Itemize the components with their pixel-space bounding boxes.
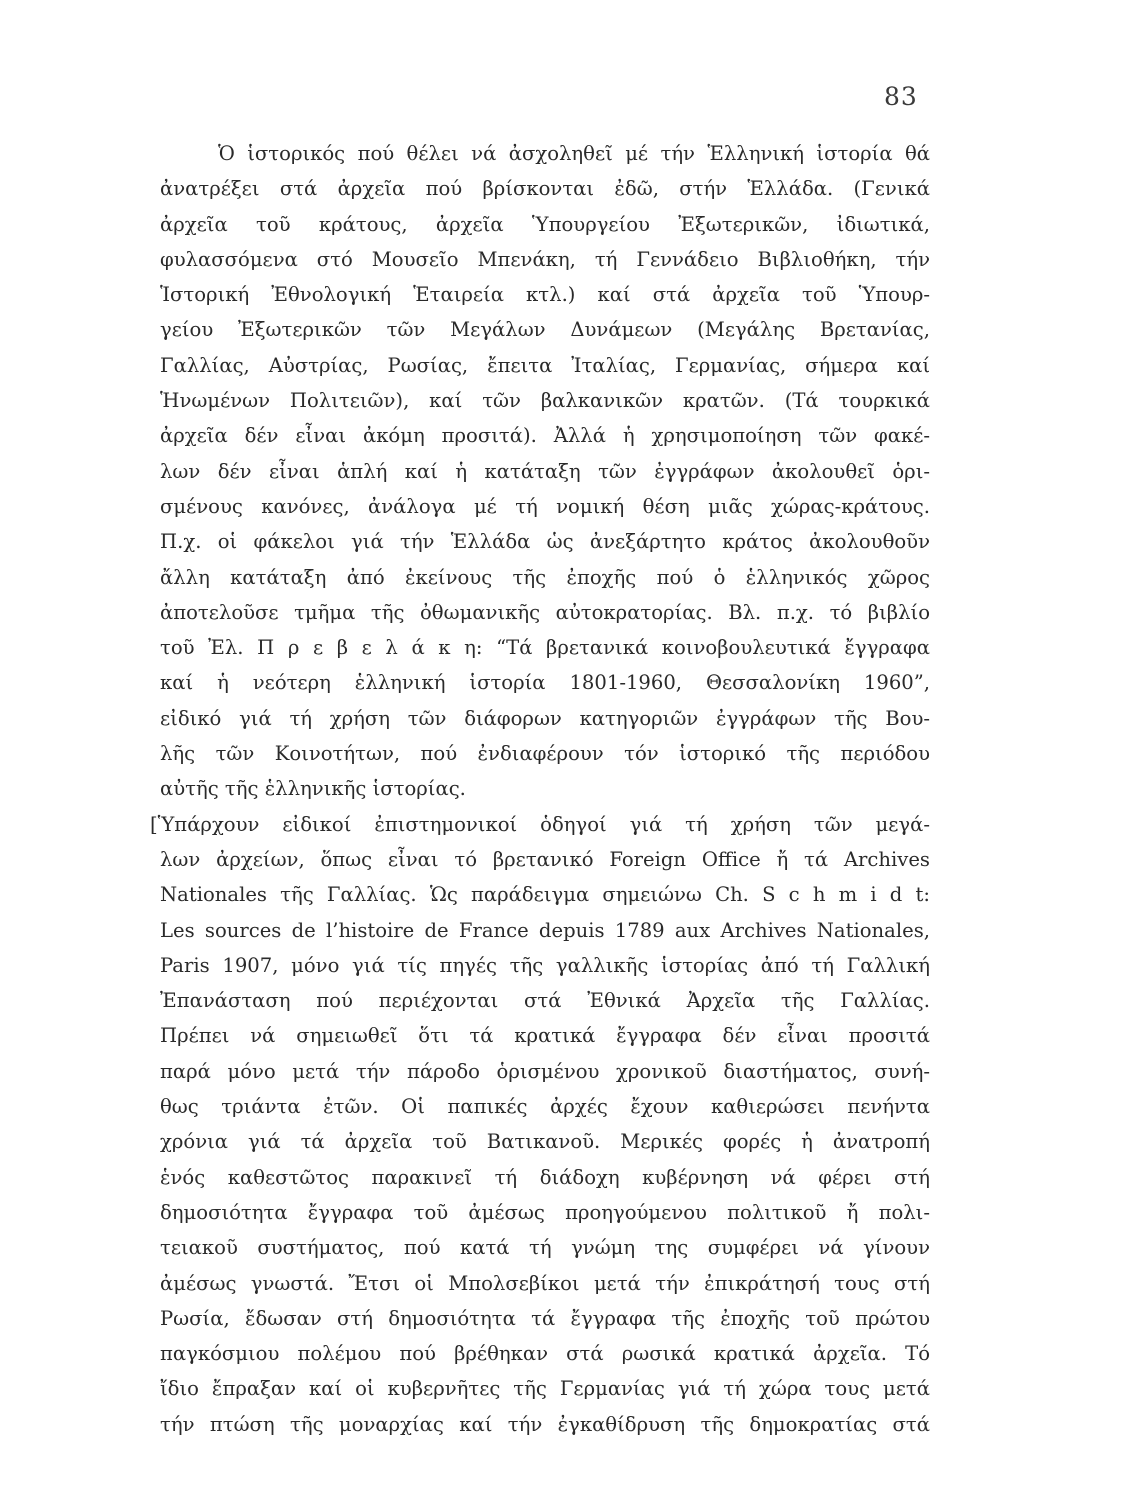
- text-line: ἀνατρέξει στά ἀρχεῖα πού βρίσκονται ἐδῶ, στήν Ἑλλάδα. (Γενικά: [160, 177, 930, 201]
- text-line: Ἡνωμένων Πολιτειῶν), καί τῶν βαλκανικῶν κρατῶν. (Τά τουρκικά: [160, 389, 930, 413]
- text-line: Paris 1907, μόνο γιά τίς πηγές τῆς γαλλικῆς ἱστορίας ἀπό τή Γαλλική: [160, 953, 930, 977]
- text-line: γείου Ἐξωτερικῶν τῶν Μεγάλων Δυνάμεων (Μεγάλης Βρετανίας,: [160, 318, 930, 342]
- body-text: [150, 136, 930, 1442]
- text-line: Π.χ. οἱ φάκελοι γιά τήν Ἑλλάδα ὡς ἀνεξάρτητο κράτος ἀκολουθοῦν: [160, 530, 930, 554]
- text-line: Γαλλίας, Αὐστρίας, Ρωσίας, ἔπειτα Ἰταλίας, Γερμανίας, σήμερα καί: [160, 353, 930, 377]
- text-line: ἄλλη κατάταξη ἀπό ἐκείνους τῆς ἐποχῆς πού ὁ ἑλληνικός χῶρος: [160, 565, 930, 589]
- text-line: παρά μόνο μετά τήν πάροδο ὁρισμένου χρονικοῦ διαστήματος, συνή-: [160, 1059, 930, 1083]
- text-line: ἀρχεῖα δέν εἶναι ἀκόμη προσιτά). Ἀλλά ἡ χρησιμοποίηση τῶν φακέ-: [160, 424, 930, 448]
- text-line: χρόνια γιά τά ἀρχεῖα τοῦ Βατικανοῦ. Μερικές φορές ἡ ἀνατροπή: [160, 1130, 930, 1154]
- text-line: ἀποτελοῦσε τμῆμα τῆς ὀθωμανικῆς αὐτοκρατορίας. Βλ. π.χ. τό βιβλίο: [160, 600, 930, 624]
- text-line: σμένους κανόνες, ἀνάλογα μέ τή νομική θέση μιᾶς χώρας-κράτους.: [160, 494, 930, 518]
- text-line: Ρωσία, ἔδωσαν στή δημοσιότητα τά ἔγγραφα τῆς ἐποχῆς τοῦ πρώτου: [160, 1306, 930, 1330]
- text-line: αὐτῆς τῆς ἑλληνικῆς ἱστορίας.: [160, 777, 466, 801]
- text-line: Πρέπει νά σημειωθεῖ ὅτι τά κρατικά ἔγγραφα δέν εἶναι προσιτά: [160, 1024, 930, 1048]
- text-line: θως τριάντα ἐτῶν. Οἱ παπικές ἀρχές ἔχουν καθιερώσει πενήντα: [160, 1095, 930, 1119]
- paragraph-1: [160, 136, 930, 807]
- text-line: ἴδιο ἔπραξαν καί οἱ κυβερνῆτες τῆς Γερμανίας γιά τή χώρα τους μετά: [160, 1377, 930, 1401]
- text-line: Ἐπανάσταση πού περιέχονται στά Ἐθνικά Ἀρχεῖα τῆς Γαλλίας.: [160, 989, 930, 1013]
- paragraph-2: [150, 807, 930, 1442]
- text-line: Ἱστορική Ἐθνολογική Ἑταιρεία κτλ.) καί στά ἀρχεῖα τοῦ Ὑπουρ-: [160, 283, 930, 307]
- text-line: φυλασσόμενα στό Μουσεῖο Μπενάκη, τή Γεννάδειο Βιβλιοθήκη, τήν: [160, 247, 930, 271]
- text-line: Nationales τῆς Γαλλίας. Ὡς παράδειγμα σημειώνω Ch. S c h m i d t:: [160, 883, 930, 907]
- text-line: ἀμέσως γνωστά. Ἔτσι οἱ Μπολσεβίκοι μετά τήν ἐπικράτησή τους στή: [160, 1271, 930, 1295]
- text-line: Les sources de l’histoire de France depuis 1789 aux Archives Nationales,: [160, 918, 930, 942]
- text-line: ἑνός καθεστῶτος παρακινεῖ τή διάδοχη κυβέρνηση νά φέρει στή: [160, 1165, 930, 1189]
- text-line: λων δέν εἶναι ἁπλή καί ἡ κατάταξη τῶν ἐγγράφων ἀκολουθεῖ ὁρι-: [160, 459, 930, 483]
- text-line: τειακοῦ συστήματος, πού κατά τή γνώμη της συμφέρει νά γίνουν: [160, 1236, 930, 1260]
- page-number: 83: [884, 82, 918, 111]
- text-line: καί ἡ νεότερη ἑλληνική ἱστορία 1801-1960, Θεσσαλονίκη 1960”,: [160, 671, 930, 695]
- text-line: τοῦ Ἐλ. Π ρ ε β ε λ ά κ η: “Τά βρετανικά κοινοβουλευτικά ἔγγραφα: [160, 636, 930, 660]
- text-line: Ὁ ἱστορικός πού θέλει νά ἀσχοληθεῖ μέ τήν Ἑλληνική ἱστορία θά: [218, 142, 930, 165]
- text-line: τήν πτώση τῆς μοναρχίας καί τήν ἐγκαθίδρυση τῆς δημοκρατίας στά: [160, 1412, 930, 1436]
- text-line: λῆς τῶν Κοινοτήτων, πού ἐνδιαφέρουν τόν ἱστορικό τῆς περιόδου: [160, 742, 930, 766]
- text-line: παγκόσμιου πολέμου πού βρέθηκαν στά ρωσικά κρατικά ἀρχεῖα. Τό: [160, 1342, 930, 1366]
- text-line: λων ἀρχείων, ὅπως εἶναι τό βρετανικό Foreign Office ἤ τά Archives: [160, 847, 930, 871]
- text-line: [Ὑπάρχουν εἰδικοί ἐπιστημονικοί ὁδηγοί γιά τή χρήση τῶν μεγά-: [150, 812, 930, 836]
- text-line: εἰδικό γιά τή χρήση τῶν διάφορων κατηγοριῶν ἐγγράφων τῆς Βου-: [160, 706, 930, 730]
- text-line: ἀρχεῖα τοῦ κράτους, ἀρχεῖα Ὑπουργείου Ἐξωτερικῶν, ἰδιωτικά,: [160, 212, 930, 236]
- text-line: δημοσιότητα ἔγγραφα τοῦ ἀμέσως προηγούμενου πολιτικοῦ ἤ πολι-: [160, 1200, 930, 1224]
